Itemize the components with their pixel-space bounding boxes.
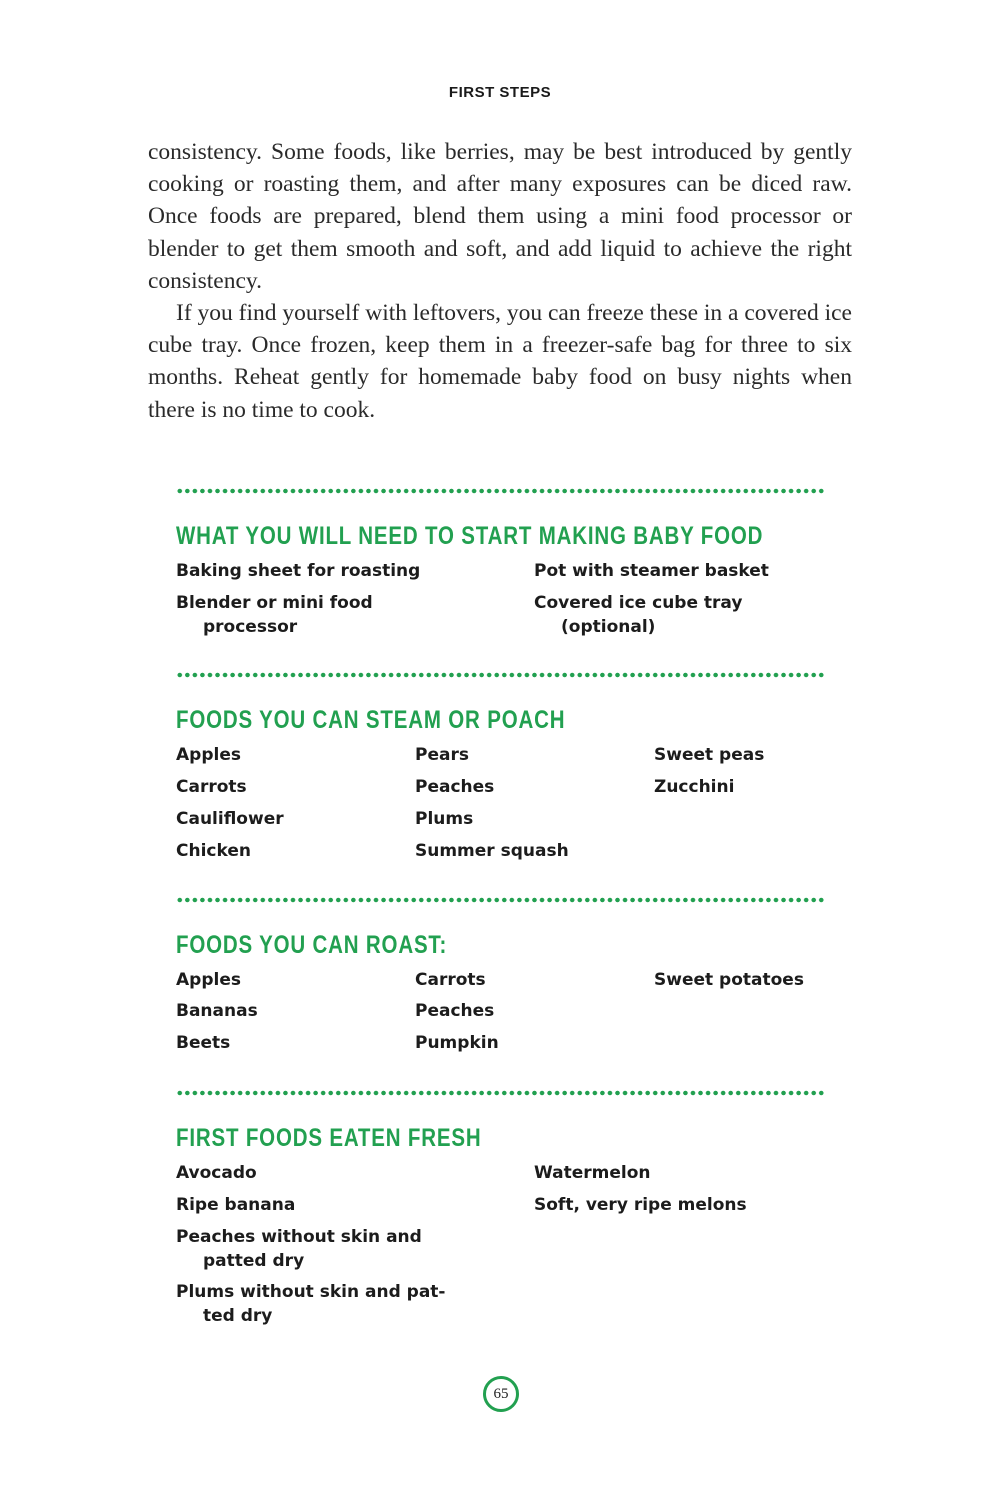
list-item: Plums (415, 809, 474, 829)
list-item: Pears (415, 745, 469, 765)
section-title: FOODS YOU CAN ROAST: (176, 931, 448, 959)
list-item: Peaches (415, 777, 495, 797)
section-title: WHAT YOU WILL NEED TO START MAKING BABY FOOD (176, 522, 764, 550)
list-item: Peaches (415, 1001, 495, 1021)
list-item: Sweet peas (654, 745, 765, 765)
running-head: FIRST STEPS (448, 84, 552, 101)
list-item: Bananas (176, 1001, 258, 1021)
list-item: Pot with steamer basket (534, 561, 769, 581)
list-item: Pumpkin (415, 1033, 499, 1053)
dotted-divider (176, 672, 826, 678)
list-item: Plums without skin and pat- ted dry (176, 1282, 446, 1326)
list-item: Cauliflower (176, 809, 284, 829)
section-title: FIRST FOODS EATEN FRESH (176, 1124, 482, 1152)
list-item: Blender or mini food processor (176, 593, 373, 637)
paragraph: consistency. Some foods, like berries, may be best introduced by gently cooking or roasting them, and after many exposures can be diced raw. Once foods are prepared, blend them using a mini food processor or blender to get them smooth and soft, and add liquid to achieve the right consistency. (148, 139, 852, 294)
list-item: Soft, very ripe melons (534, 1195, 747, 1215)
list-item: Avocado (176, 1163, 257, 1183)
list-item: Apples (176, 970, 241, 990)
body-text (148, 136, 852, 426)
list-item: Peaches without skin and patted dry (176, 1227, 422, 1271)
dotted-divider (176, 1090, 826, 1096)
list-item: Zucchini (654, 777, 735, 797)
list-item: Watermelon (534, 1163, 651, 1183)
dotted-divider (176, 897, 826, 903)
list-item: Beets (176, 1033, 231, 1053)
list-item: Ripe banana (176, 1195, 296, 1215)
section-title: FOODS YOU CAN STEAM OR POACH (176, 706, 566, 734)
list-item: Summer squash (415, 841, 569, 861)
page-number: 65 (483, 1376, 519, 1412)
list-item: Baking sheet for roasting (176, 561, 421, 581)
dotted-divider (176, 488, 826, 494)
list-item: Chicken (176, 841, 251, 861)
list-item: Apples (176, 745, 241, 765)
list-item: Covered ice cube tray (optional) (534, 593, 743, 637)
list-item: Carrots (176, 777, 247, 797)
list-item: Carrots (415, 970, 486, 990)
list-item: Sweet potatoes (654, 970, 804, 990)
paragraph: If you find yourself with leftovers, you can freeze these in a covered ice cube tray. Once frozen, keep them in a freezer-safe bag for three to six months. Reheat gently for homemade baby food on busy nights when there is no time to cook. (148, 300, 852, 423)
